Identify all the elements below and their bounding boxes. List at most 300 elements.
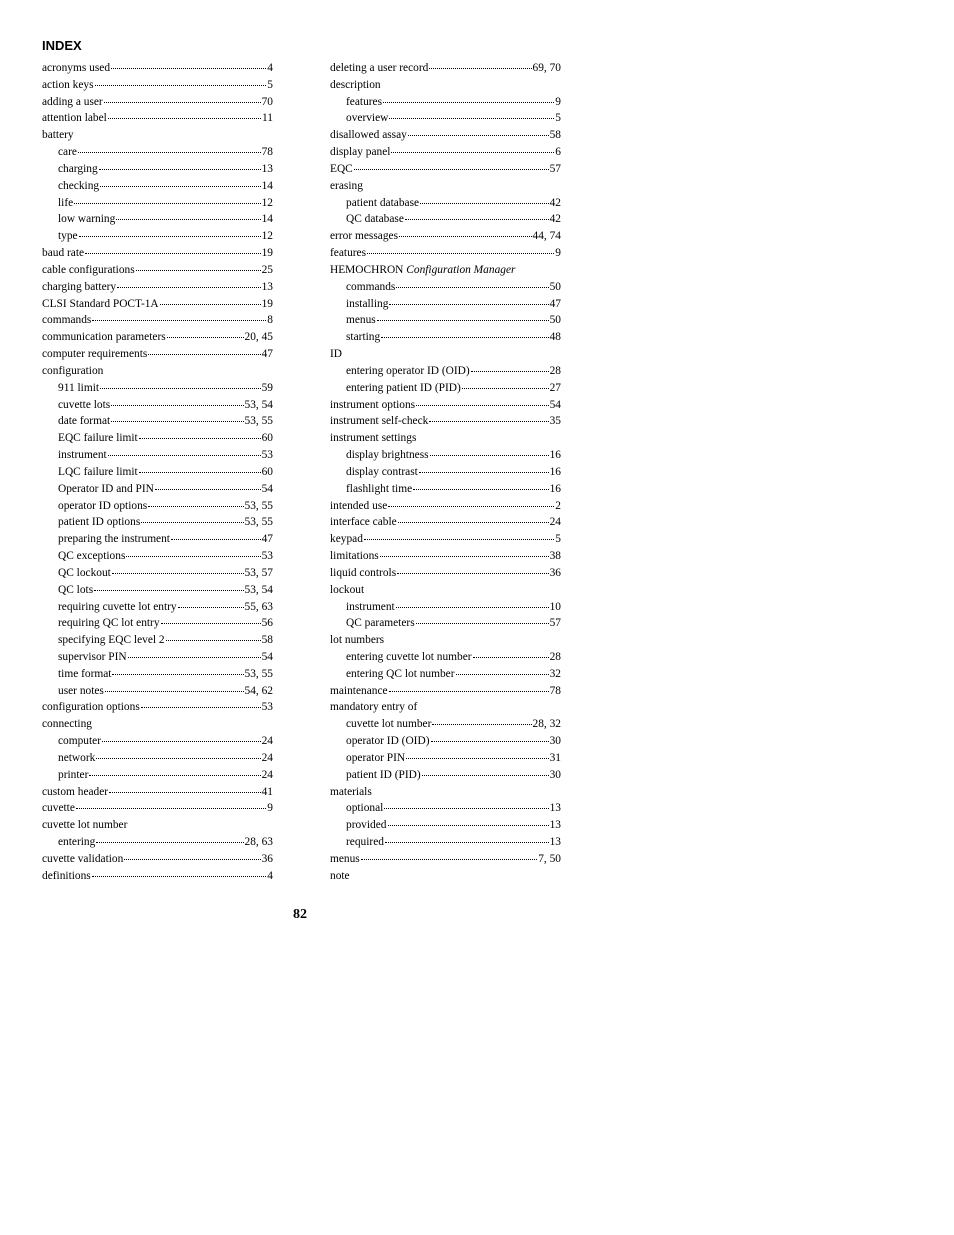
entry-pages: 2 [555, 499, 561, 512]
dot-leader [136, 270, 261, 271]
entry-pages: 28, 63 [244, 836, 273, 849]
dot-leader [416, 405, 548, 406]
dot-leader [405, 219, 549, 220]
index-subentry [42, 161, 273, 178]
index-subentry [42, 481, 273, 498]
dot-leader [419, 472, 549, 473]
entry-label: computer [58, 735, 102, 748]
index-entry [330, 699, 561, 716]
dot-leader [384, 808, 548, 809]
entry-pages: 30 [549, 735, 561, 748]
index-subentry [42, 683, 273, 700]
entry-label: cuvette validation [42, 852, 124, 865]
entry-label: connecting [42, 718, 92, 731]
entry-label: requiring cuvette lot entry [58, 600, 177, 613]
index-subentry [42, 632, 273, 649]
entry-pages: 78 [261, 146, 273, 159]
entry-pages: 16 [549, 449, 561, 462]
index-subentry [42, 430, 273, 447]
entry-pages: 54, 62 [244, 684, 273, 697]
index-subentry [330, 363, 561, 380]
index-subentry [330, 380, 561, 397]
entry-label: patient ID options [58, 516, 141, 529]
entry-label: communication parameters [42, 331, 166, 344]
entry-pages: 70 [261, 95, 273, 108]
entry-pages: 42 [549, 213, 561, 226]
index-subentry [330, 599, 561, 616]
entry-pages: 24 [549, 516, 561, 529]
dot-leader [124, 859, 260, 860]
entry-label: cuvette lot number [346, 718, 432, 731]
entry-label: cuvette [42, 802, 75, 815]
entry-pages: 48 [549, 331, 561, 344]
index-subentry [42, 615, 273, 632]
index-entry [42, 94, 273, 111]
dot-leader [389, 691, 549, 692]
dot-leader [462, 388, 549, 389]
index-entry [42, 716, 273, 733]
entry-pages: 53, 54 [244, 398, 273, 411]
entry-label: overview [346, 112, 389, 125]
entry-label: menus [330, 852, 360, 865]
dot-leader [99, 169, 261, 170]
entry-pages: 50 [549, 314, 561, 327]
index-entry [330, 397, 561, 414]
entry-label: error messages [330, 230, 398, 243]
index-column-left [42, 60, 273, 885]
entry-label: starting [346, 331, 381, 344]
entry-label: printer [58, 768, 89, 781]
entry-pages: 28 [549, 364, 561, 377]
index-subentry [330, 447, 561, 464]
dot-leader [396, 607, 549, 608]
entry-label: limitations [330, 550, 379, 563]
index-entry [330, 161, 561, 178]
entry-label: instrument settings [330, 432, 417, 445]
index-subentry [330, 733, 561, 750]
entry-label: QC lockout [58, 566, 111, 579]
dot-leader [148, 354, 260, 355]
dot-leader [389, 118, 554, 119]
entry-pages: 10 [549, 600, 561, 613]
dot-leader [430, 455, 549, 456]
index-subentry [42, 397, 273, 414]
dot-leader [396, 287, 548, 288]
index-subentry [42, 228, 273, 245]
index-entry [42, 699, 273, 716]
dot-leader [354, 169, 549, 170]
entry-pages: 5 [555, 533, 561, 546]
entry-label: care [58, 146, 77, 159]
index-entry [42, 279, 273, 296]
entry-pages: 53 [261, 701, 273, 714]
entry-pages: 20, 45 [244, 331, 273, 344]
entry-pages: 54 [261, 482, 273, 495]
index-subentry [330, 800, 561, 817]
entry-pages: 13 [549, 802, 561, 815]
entry-pages: 24 [261, 735, 273, 748]
entry-pages: 27 [549, 381, 561, 394]
dot-leader [108, 118, 261, 119]
entry-label: baud rate [42, 247, 85, 260]
index-subentry [42, 211, 273, 228]
entry-label: description [330, 78, 381, 91]
dot-leader [96, 758, 260, 759]
entry-pages: 24 [261, 751, 273, 764]
index-entry [42, 77, 273, 94]
entry-pages: 9 [555, 247, 561, 260]
entry-pages: 58 [261, 634, 273, 647]
index-subentry [330, 750, 561, 767]
index-entry [42, 346, 273, 363]
dot-leader [456, 674, 549, 675]
index-subentry [42, 565, 273, 582]
dot-leader [473, 657, 549, 658]
entry-pages: 16 [549, 482, 561, 495]
index-subentry [42, 582, 273, 599]
index-subentry [42, 514, 273, 531]
entry-label: low warning [58, 213, 116, 226]
entry-pages: 55, 63 [244, 600, 273, 613]
entry-label: action keys [42, 78, 94, 91]
entry-pages: 36 [261, 852, 273, 865]
entry-pages: 53, 55 [244, 415, 273, 428]
entry-pages: 41 [261, 785, 273, 798]
dot-leader [155, 489, 261, 490]
index-entry [330, 346, 561, 363]
entry-pages: 24 [261, 768, 273, 781]
entry-pages: 44, 74 [532, 230, 561, 243]
dot-leader [389, 304, 548, 305]
index-entry [330, 632, 561, 649]
entry-label: adding a user [42, 95, 103, 108]
dot-leader [367, 253, 554, 254]
entry-label: features [330, 247, 367, 260]
index-subentry [330, 481, 561, 498]
entry-pages: 53, 57 [244, 566, 273, 579]
index-subentry [42, 834, 273, 851]
entry-pages: 32 [549, 667, 561, 680]
index-entry [330, 60, 561, 77]
entry-label: entering patient ID (PID) [346, 381, 461, 394]
entry-label: configuration [42, 364, 104, 377]
entry-pages: 54 [549, 398, 561, 411]
index-subentry [330, 312, 561, 329]
index-subentry [330, 834, 561, 851]
entry-pages: 30 [549, 768, 561, 781]
index-subentry [42, 498, 273, 515]
entry-pages: 28, 32 [532, 718, 561, 731]
dot-leader [112, 573, 244, 574]
entry-pages: 9 [555, 95, 561, 108]
entry-pages: 11 [262, 112, 273, 125]
index-entry [330, 178, 561, 195]
entry-pages: 12 [261, 230, 273, 243]
entry-pages: 47 [261, 533, 273, 546]
entry-pages: 54 [261, 650, 273, 663]
entry-label: EQC [330, 162, 353, 175]
entry-label: entering cuvette lot number [346, 650, 472, 663]
dot-leader [126, 556, 260, 557]
dot-leader [471, 371, 549, 372]
entry-label: display contrast [346, 465, 418, 478]
entry-label: specifying EQC level 2 [58, 634, 165, 647]
entry-label: computer requirements [42, 348, 148, 361]
entry-label: instrument options [330, 398, 416, 411]
entry-pages: 31 [549, 751, 561, 764]
entry-pages: 57 [549, 162, 561, 175]
index-subentry [330, 296, 561, 313]
entry-pages: 47 [549, 297, 561, 310]
entry-label: provided [346, 819, 387, 832]
entry-label: CLSI Standard POCT-1A [42, 297, 159, 310]
entry-pages: 14 [261, 179, 273, 192]
entry-label: QC database [346, 213, 404, 226]
page-number: 82 [293, 907, 307, 922]
index-entry [330, 262, 561, 279]
entry-pages: 19 [261, 247, 273, 260]
index-subentry [42, 413, 273, 430]
index-subentry [330, 615, 561, 632]
entry-label: entering [58, 836, 96, 849]
dot-leader [361, 859, 537, 860]
entry-pages: 4 [267, 869, 273, 882]
entry-pages: 53 [261, 550, 273, 563]
entry-pages: 53, 55 [244, 667, 273, 680]
index-entry [330, 851, 561, 868]
entry-label: QC lots [58, 583, 94, 596]
entry-pages: 53, 55 [244, 516, 273, 529]
entry-label: EQC failure limit [58, 432, 138, 445]
index-subentry [330, 716, 561, 733]
index-entry [330, 144, 561, 161]
entry-pages: 12 [261, 196, 273, 209]
entry-pages: 13 [261, 162, 273, 175]
entry-label: menus [346, 314, 376, 327]
entry-label: supervisor PIN [58, 650, 127, 663]
entry-label: LQC failure limit [58, 465, 138, 478]
dot-leader [364, 539, 554, 540]
dot-leader [128, 657, 261, 658]
entry-label: requiring QC lot entry [58, 617, 160, 630]
index-entry [330, 582, 561, 599]
entry-pages: 36 [549, 566, 561, 579]
index-subentry [330, 666, 561, 683]
entry-label: patient ID (PID) [346, 768, 421, 781]
dot-leader [388, 506, 554, 507]
entry-label: mandatory entry of [330, 701, 418, 714]
dot-leader [380, 556, 549, 557]
entry-pages: 53 [261, 449, 273, 462]
entry-pages: 58 [549, 129, 561, 142]
entry-label: instrument [58, 449, 107, 462]
index-subentry [330, 94, 561, 111]
entry-pages: 13 [261, 280, 273, 293]
entry-pages: 5 [555, 112, 561, 125]
entry-label: entering QC lot number [346, 667, 455, 680]
entry-label: entering operator ID (OID) [346, 364, 470, 377]
entry-label: keypad [330, 533, 363, 546]
entry-label: instrument self-check [330, 415, 429, 428]
entry-label: display panel [330, 146, 391, 159]
index-subentry [330, 329, 561, 346]
entry-pages: 5 [267, 78, 273, 91]
index-subentry [330, 279, 561, 296]
entry-label: liquid controls [330, 566, 397, 579]
entry-pages: 60 [261, 465, 273, 478]
dot-leader [420, 203, 549, 204]
dot-leader [74, 203, 260, 204]
index-entry [42, 262, 273, 279]
entry-label: interface cable [330, 516, 397, 529]
index-entry [330, 548, 561, 565]
index-entry [330, 77, 561, 94]
entry-label: instrument [346, 600, 395, 613]
index-subentry [42, 649, 273, 666]
index-subentry [330, 817, 561, 834]
entry-label-italic: Configuration Manager [406, 263, 516, 276]
entry-pages: 8 [267, 314, 273, 327]
entry-pages: 13 [549, 819, 561, 832]
entry-pages: 57 [549, 617, 561, 630]
entry-pages: 42 [549, 196, 561, 209]
index-subentry [330, 464, 561, 481]
entry-pages: 78 [549, 684, 561, 697]
index-column-right [330, 60, 561, 885]
entry-label: disallowed assay [330, 129, 407, 142]
entry-pages: 13 [549, 836, 561, 849]
index-entry [42, 127, 273, 144]
dot-leader [388, 825, 549, 826]
dot-leader [89, 775, 260, 776]
dot-leader [139, 472, 261, 473]
entry-label: commands [346, 280, 396, 293]
dot-leader [79, 236, 261, 237]
entry-label: deleting a user record [330, 62, 429, 74]
index-entry [330, 498, 561, 515]
index-entry [330, 868, 561, 885]
entry-label: cuvette lots [58, 398, 111, 411]
entry-label: cable configurations [42, 263, 135, 276]
entry-label: intended use [330, 499, 388, 512]
dot-leader [178, 607, 244, 608]
entry-pages: 9 [267, 802, 273, 815]
index-entry [330, 514, 561, 531]
entry-label: custom header [42, 785, 109, 798]
entry-pages: 59 [261, 381, 273, 394]
dot-leader [413, 489, 548, 490]
dot-leader [111, 405, 243, 406]
dot-leader [85, 253, 261, 254]
entry-label: checking [58, 179, 100, 192]
index-entry [42, 329, 273, 346]
dot-leader [102, 741, 261, 742]
entry-pages: 16 [549, 465, 561, 478]
index-entry [42, 60, 273, 77]
entry-label: type [58, 230, 78, 243]
dot-leader [161, 623, 261, 624]
entry-pages: 53, 54 [244, 583, 273, 596]
dot-leader [96, 842, 243, 843]
entry-label: note [330, 869, 350, 882]
dot-leader [397, 573, 548, 574]
index-subentry [42, 178, 273, 195]
entry-label: definitions [42, 869, 91, 882]
dot-leader [76, 808, 266, 809]
entry-label: QC parameters [346, 617, 415, 630]
dot-leader [408, 135, 549, 136]
entry-label: 911 limit [58, 381, 100, 394]
entry-label: life [58, 196, 74, 209]
dot-leader [399, 236, 532, 237]
dot-leader [111, 68, 266, 69]
entry-label: installing [346, 297, 389, 310]
dot-leader [92, 320, 266, 321]
index-subentry [42, 548, 273, 565]
entry-pages: 69, 70 [532, 62, 561, 74]
dot-leader [385, 842, 549, 843]
index-entry [330, 683, 561, 700]
index-entry [330, 430, 561, 447]
entry-pages: 28 [549, 650, 561, 663]
entry-pages: 7, 50 [538, 852, 561, 865]
index-entry [42, 363, 273, 380]
dot-leader [148, 506, 243, 507]
dot-leader [167, 337, 244, 338]
index-entry [330, 127, 561, 144]
dot-leader [431, 741, 549, 742]
entry-pages: 35 [549, 415, 561, 428]
entry-label: charging battery [42, 280, 117, 293]
index-subentry [42, 380, 273, 397]
dot-leader [111, 421, 243, 422]
dot-leader [422, 775, 549, 776]
dot-leader [105, 691, 244, 692]
entry-label: required [346, 836, 384, 849]
index-entry [330, 245, 561, 262]
index-subentry [330, 767, 561, 784]
entry-label: time format [58, 667, 112, 680]
entry-label: commands [42, 314, 92, 327]
entry-label: maintenance [330, 684, 388, 697]
entry-label: preparing the instrument [58, 533, 170, 546]
index-subentry [42, 750, 273, 767]
entry-label: flashlight time [346, 482, 413, 495]
index-entry [42, 312, 273, 329]
entry-label: operator PIN [346, 751, 406, 764]
index-entry [42, 110, 273, 127]
index-subentry [42, 195, 273, 212]
entry-label: display brightness [346, 449, 429, 462]
index-subentry [42, 767, 273, 784]
entry-pages: 14 [261, 213, 273, 226]
entry-label: HEMOCHRON Configuration Manager [330, 263, 516, 276]
entry-label: date format [58, 415, 111, 428]
entry-pages: 56 [261, 617, 273, 630]
entry-label: patient database [346, 196, 420, 209]
dot-leader [160, 304, 261, 305]
entry-pages: 19 [261, 297, 273, 310]
dot-leader [429, 68, 531, 69]
index-entry [330, 531, 561, 548]
dot-leader [171, 539, 261, 540]
index-entry [42, 800, 273, 817]
index-entry [330, 228, 561, 245]
dot-leader [117, 287, 260, 288]
dot-leader [381, 337, 548, 338]
entry-pages: 4 [267, 62, 273, 74]
entry-label: user notes [58, 684, 104, 697]
